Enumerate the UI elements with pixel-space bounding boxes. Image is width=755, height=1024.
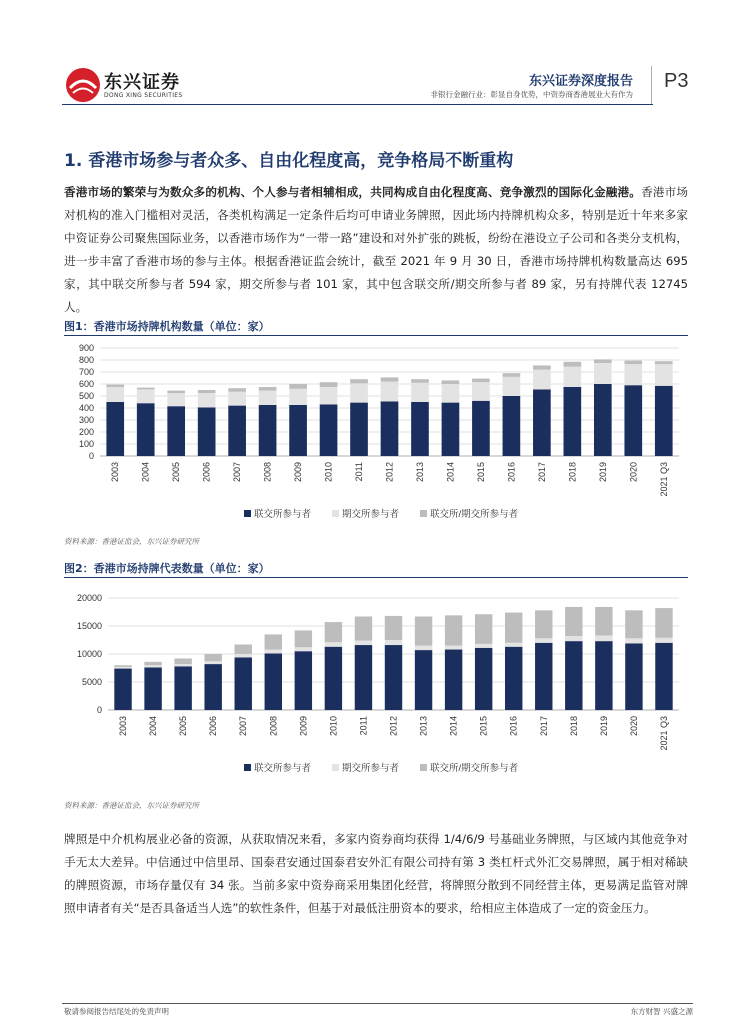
y-tick-label: 400 xyxy=(78,403,94,413)
x-tick-label: 2013 xyxy=(414,462,425,483)
figure-2-title: 图2：香港市场持牌代表数量（单位：家） xyxy=(64,562,270,575)
x-tick-label: 2007 xyxy=(232,462,243,483)
x-tick-label: 2014 xyxy=(445,462,456,483)
legend-label: 联交所参与者 xyxy=(254,509,312,520)
x-tick-label: 2009 xyxy=(298,716,309,737)
bar-segment xyxy=(167,393,185,406)
bar-segment xyxy=(265,653,282,710)
bar-segment xyxy=(442,403,460,456)
bar-segment xyxy=(289,384,307,389)
x-tick-label: 2014 xyxy=(448,716,459,737)
y-tick-label: 800 xyxy=(78,355,94,365)
bar-segment xyxy=(533,370,551,390)
bar-segment xyxy=(114,665,131,667)
bar-segment xyxy=(350,379,368,383)
bar-segment xyxy=(655,608,672,638)
bar-segment xyxy=(174,666,191,710)
bar-segment xyxy=(594,384,612,456)
bar-segment xyxy=(106,385,124,387)
figure-1-title: 图1：香港市场持牌机构数量（单位：家） xyxy=(64,320,270,333)
bar-segment xyxy=(505,643,522,647)
bar-segment xyxy=(564,387,582,456)
y-tick-label: 600 xyxy=(78,379,94,389)
bar-segment xyxy=(289,405,307,456)
bar-segment xyxy=(475,648,492,710)
bar-segment xyxy=(198,393,216,407)
bar-segment xyxy=(259,405,277,456)
bar-segment xyxy=(295,630,312,647)
paragraph-1-body: 香港市场对机构的准入门槛相对灵活，各类机构满足一定条件后均可申请业务牌照，因此场内持牌机构众多，特别是近十年来多家中资证券公司聚焦国际业务，以香港市场作为“一带一路”建设和对外扩张的跳板，纷纷在港设立子公司和各类分支机构，进一步丰富了香港市场的参与主体。根据香港证监会统计，截至 2021 年 9 月 30 日，香港市场持牌机构数量高达 695 家，其中联交所参与者 594 家，期交所参与者 101 家，其中包含联交所/期交所参与者 89 家，另有持牌代表 12745 人。 xyxy=(64,185,688,314)
x-tick-label: 2011 xyxy=(354,462,365,482)
bar-segment xyxy=(385,645,402,710)
bar-segment xyxy=(355,641,372,645)
bar-segment xyxy=(655,364,673,386)
footer-slogan: 东方财智 兴盛之源 xyxy=(630,1007,693,1016)
header-divider xyxy=(651,66,652,104)
x-tick-label: 2021 Q3 xyxy=(658,462,669,497)
bar-segment xyxy=(535,610,552,638)
legend-swatch xyxy=(244,510,251,517)
x-tick-label: 2020 xyxy=(628,462,639,483)
bar-segment xyxy=(167,406,185,456)
y-tick-label: 0 xyxy=(88,451,94,461)
legend-swatch xyxy=(420,510,427,517)
legend-swatch xyxy=(332,510,339,517)
paragraph-1 xyxy=(64,181,688,319)
logo-english-name: DONG XING SECURITIES xyxy=(104,92,183,99)
x-tick-label: 2011 xyxy=(358,716,369,736)
bar-segment xyxy=(625,643,642,710)
bar-segment xyxy=(564,367,582,387)
bar-segment xyxy=(472,379,490,383)
bar-segment xyxy=(595,641,612,710)
bar-segment xyxy=(655,643,672,710)
x-tick-label: 2006 xyxy=(201,462,212,483)
page-number: P3 xyxy=(664,70,689,92)
bar-segment xyxy=(535,638,552,642)
y-tick-label: 100 xyxy=(78,439,94,449)
bar-segment xyxy=(289,389,307,405)
x-tick-label: 2003 xyxy=(110,462,121,483)
bar-segment xyxy=(114,669,131,710)
bar-segment xyxy=(505,613,522,643)
bar-segment xyxy=(415,616,432,645)
bar-segment xyxy=(535,643,552,710)
bar-segment xyxy=(445,646,462,650)
bar-segment xyxy=(144,667,161,710)
legend-label: 期交所参与者 xyxy=(342,509,400,520)
legend-label: 联交所/期交所参与者 xyxy=(430,763,519,774)
figure-2-rule xyxy=(64,577,688,578)
bar-segment xyxy=(114,667,131,669)
bar-segment xyxy=(472,401,490,456)
figure-1-rule xyxy=(64,335,688,336)
x-tick-label: 2004 xyxy=(140,462,151,483)
x-tick-label: 2018 xyxy=(568,716,579,737)
x-tick-label: 2010 xyxy=(328,716,339,737)
bar-segment xyxy=(295,647,312,651)
bar-segment xyxy=(106,387,124,402)
legend-label: 联交所/期交所参与者 xyxy=(430,509,519,520)
x-tick-label: 2015 xyxy=(475,462,486,483)
bar-segment xyxy=(106,402,124,456)
y-tick-label: 0 xyxy=(96,705,102,715)
bar-segment xyxy=(411,379,429,383)
bar-segment xyxy=(350,383,368,402)
bar-segment xyxy=(204,654,221,661)
bar-segment xyxy=(655,638,672,643)
section-title: 1. 香港市场参与者众多、自由化程度高，竞争格局不断重构 xyxy=(64,151,514,171)
bar-segment xyxy=(174,658,191,664)
y-tick-label: 10000 xyxy=(76,649,102,659)
x-tick-label: 2019 xyxy=(597,462,608,483)
bar-segment xyxy=(415,646,432,650)
bar-segment xyxy=(228,388,246,392)
bar-segment xyxy=(503,396,521,456)
x-tick-label: 2006 xyxy=(208,716,219,737)
bar-segment xyxy=(565,641,582,710)
x-tick-label: 2009 xyxy=(293,462,304,483)
y-tick-label: 300 xyxy=(78,415,94,425)
x-tick-label: 2020 xyxy=(628,716,639,737)
x-tick-label: 2005 xyxy=(171,462,182,483)
bar-segment xyxy=(624,361,642,365)
x-tick-label: 2018 xyxy=(567,462,578,483)
bar-segment xyxy=(174,664,191,666)
bar-segment xyxy=(533,389,551,456)
bar-segment xyxy=(533,365,551,369)
bar-segment xyxy=(411,383,429,402)
bar-segment xyxy=(442,380,460,384)
bar-segment xyxy=(565,607,582,636)
y-tick-label: 700 xyxy=(78,367,94,377)
bar-segment xyxy=(505,647,522,710)
bar-segment xyxy=(235,654,252,657)
bar-segment xyxy=(411,402,429,456)
chart-2-svg xyxy=(64,588,688,780)
y-tick-label: 900 xyxy=(78,343,94,353)
y-tick-label: 200 xyxy=(78,427,94,437)
header-rule xyxy=(62,104,653,105)
bar-segment xyxy=(625,638,642,643)
bar-segment xyxy=(320,387,338,404)
bar-segment xyxy=(442,384,460,403)
x-tick-label: 2007 xyxy=(238,716,249,737)
legend-swatch xyxy=(332,764,339,771)
x-tick-label: 2004 xyxy=(148,716,159,737)
bar-segment xyxy=(235,657,252,710)
bar-segment xyxy=(265,634,282,649)
bar-segment xyxy=(235,644,252,654)
bar-segment xyxy=(320,382,338,387)
paragraph-2: 牌照是中介机构展业必备的资源，从获取情况来看，多家内资券商均获得 1/4/6/9 号基础业务牌照，与区域内其他竞争对手无太大差异。中信通过中信里昂、国泰君安通过国泰君安外汇有限公司持有第 3 类杠杆式外汇交易牌照，属于相对稀缺的牌照资源，市场存量仅有 34 张。当前多家中资券商采用集团化经营，将牌照分散到不同经营主体，更易满足监管对牌照申请者有关“是否具备适当人选”的软性条件，但基于对最低注册资本的要求，给相应主体造成了一定的资金压力。 xyxy=(64,832,688,915)
bar-segment xyxy=(167,391,185,393)
x-tick-label: 2021 Q3 xyxy=(658,716,669,751)
x-tick-label: 2008 xyxy=(268,716,279,737)
bar-segment xyxy=(503,377,521,396)
x-tick-label: 2012 xyxy=(384,462,395,483)
figure-2-chart xyxy=(64,588,688,780)
bar-segment xyxy=(350,403,368,456)
bar-segment xyxy=(655,386,673,456)
report-subtitle: 非银行金融行业：彰显自身优势，中资券商香港展业大有作为 xyxy=(430,90,633,99)
y-tick-label: 20000 xyxy=(76,593,102,603)
figure-1-source: 资料来源：香港证监会，东兴证券研究所 xyxy=(64,537,199,546)
bar-segment xyxy=(259,391,277,405)
bar-segment xyxy=(320,404,338,456)
report-type: 东兴证券深度报告 xyxy=(528,74,633,89)
x-tick-label: 2005 xyxy=(178,716,189,737)
bar-segment xyxy=(355,616,372,640)
x-tick-label: 2017 xyxy=(536,462,547,483)
bar-segment xyxy=(325,622,342,642)
bar-segment xyxy=(385,616,402,640)
bar-segment xyxy=(381,401,399,456)
x-tick-label: 2017 xyxy=(538,716,549,737)
x-tick-label: 2016 xyxy=(508,716,519,737)
bar-segment xyxy=(198,407,216,456)
bar-segment xyxy=(594,363,612,384)
bar-segment xyxy=(265,650,282,654)
bar-segment xyxy=(625,610,642,638)
bar-segment xyxy=(204,661,221,664)
y-tick-label: 500 xyxy=(78,391,94,401)
bar-segment xyxy=(137,403,155,456)
paragraph-1-lead: 香港市场的繁荣与为数众多的机构、个人参与者相辅相成，共同构成自由化程度高、竞争激烈的国际化金融港。 xyxy=(64,185,642,199)
bar-segment xyxy=(624,364,642,385)
bar-segment xyxy=(137,388,155,390)
bar-segment xyxy=(595,607,612,636)
y-tick-label: 5000 xyxy=(81,677,102,687)
bar-segment xyxy=(624,385,642,456)
bar-segment xyxy=(381,382,399,402)
bar-segment xyxy=(204,664,221,710)
bar-segment xyxy=(381,377,399,381)
x-tick-label: 2012 xyxy=(388,716,399,737)
bar-segment xyxy=(295,651,312,710)
bar-segment xyxy=(198,390,216,393)
bar-segment xyxy=(228,392,246,406)
bar-segment xyxy=(594,359,612,363)
x-tick-label: 2015 xyxy=(478,716,489,737)
x-tick-label: 2010 xyxy=(323,462,334,483)
bar-segment xyxy=(445,650,462,710)
x-tick-label: 2013 xyxy=(418,716,429,737)
bar-segment xyxy=(144,662,161,665)
legend-swatch xyxy=(420,764,427,771)
footer-disclaimer: 敬请参阅报告结尾处的免责声明 xyxy=(64,1007,169,1016)
chart-1-svg xyxy=(64,340,688,530)
figure-1-chart xyxy=(64,340,688,530)
figure-2-source: 资料来源：香港证监会，东兴证券研究所 xyxy=(64,801,199,810)
bar-segment xyxy=(259,387,277,391)
bar-segment xyxy=(325,647,342,710)
logo-emblem-icon xyxy=(64,66,102,104)
bar-segment xyxy=(415,650,432,710)
bar-segment xyxy=(475,644,492,648)
legend-label: 联交所参与者 xyxy=(254,763,312,774)
bar-segment xyxy=(595,636,612,642)
bar-segment xyxy=(472,382,490,401)
bar-segment xyxy=(228,406,246,456)
bar-segment xyxy=(565,636,582,641)
y-tick-label: 15000 xyxy=(76,621,102,631)
bar-segment xyxy=(655,361,673,364)
bar-segment xyxy=(503,373,521,377)
x-tick-label: 2003 xyxy=(118,716,129,737)
bar-segment xyxy=(475,614,492,644)
x-tick-label: 2008 xyxy=(262,462,273,483)
bar-segment xyxy=(445,615,462,645)
bar-segment xyxy=(137,389,155,403)
logo-name: 东兴证券 xyxy=(104,72,180,93)
x-tick-label: 2016 xyxy=(506,462,517,483)
legend-label: 期交所参与者 xyxy=(342,763,400,774)
bar-segment xyxy=(355,645,372,710)
footer-rule xyxy=(62,1003,693,1004)
bar-segment xyxy=(144,665,161,667)
x-tick-label: 2019 xyxy=(598,716,609,737)
bar-segment xyxy=(564,362,582,367)
bar-segment xyxy=(385,640,402,645)
bar-segment xyxy=(325,642,342,646)
legend-swatch xyxy=(244,764,251,771)
